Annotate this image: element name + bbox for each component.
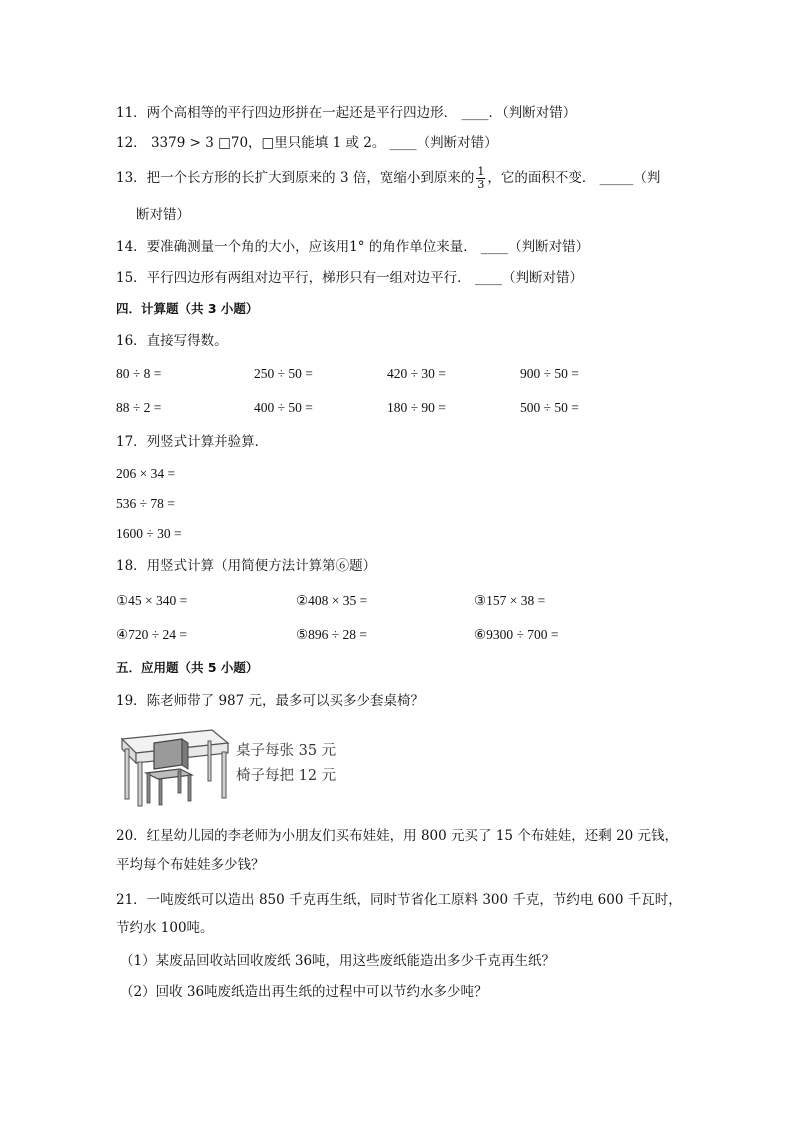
desk-price-label: 桌子每张 35 元 <box>236 743 337 759</box>
q16-item: 180 ÷ 90 = <box>387 400 446 415</box>
q17-item: 206 × 34 = <box>116 466 176 481</box>
question-21-sub-1: （1）某废品回收站回收废纸 36吨，用这些废纸能造出多少千克再生纸？ <box>120 953 556 969</box>
question-13-text-b: ，它的面积不变． _____（判 <box>487 170 661 186</box>
fraction-numerator: 1 <box>477 165 485 178</box>
q16-item: 80 ÷ 8 = <box>116 366 162 381</box>
q18-item: ⑥9300 ÷ 700 = <box>474 627 559 642</box>
q16-item: 250 ÷ 50 = <box>254 366 313 381</box>
q16-item: 420 ÷ 30 = <box>387 366 446 381</box>
q16-item: 400 ÷ 50 = <box>254 400 313 415</box>
q18-item: ①45 × 340 = <box>116 593 188 608</box>
question-20-line-1: 20．红星幼儿园的李老师为小朋友们买布娃娃，用 800 元买了 15 个布娃娃，还剩 20 元钱， <box>116 828 679 844</box>
q18-item: ③157 × 38 = <box>474 593 546 608</box>
question-14: 14．要准确测量一个角的大小，应该用1° 的角作单位来量． ____（判断对错） <box>116 239 590 255</box>
desk-chair-figure <box>116 725 356 807</box>
question-13-continuation: 断对错） <box>136 207 190 223</box>
q16-item: 500 ÷ 50 = <box>520 400 579 415</box>
q16-item: 88 ÷ 2 = <box>116 400 162 415</box>
question-19-title: 19．陈老师带了 987 元，最多可以买多少套桌椅？ <box>116 693 425 709</box>
question-21-line-1: 21．一吨废纸可以造出 850 千克再生纸，同时节省化工原料 300 千克，节约电 600 千瓦时， <box>116 892 682 908</box>
section-4-heading: 四．计算题（共 3 小题） <box>116 301 259 316</box>
question-18-title: 18．用竖式计算（用简便方法计算第⑥题） <box>116 558 377 574</box>
q18-item: ⑤896 ÷ 28 = <box>296 627 368 642</box>
question-13 <box>116 166 660 191</box>
question-11: 11．两个高相等的平行四边形拼在一起还是平行四边形． ____．（判断对错） <box>116 105 577 121</box>
q16-item: 900 ÷ 50 = <box>520 366 579 381</box>
section-5-heading: 五．应用题（共 5 小题） <box>116 660 259 675</box>
q18-item: ②408 × 35 = <box>296 593 368 608</box>
question-20-line-2: 平均每个布娃娃多少钱？ <box>116 857 265 873</box>
q17-item: 536 ÷ 78 = <box>116 496 175 511</box>
question-21-sub-2: （2）回收 36吨废纸造出再生纸的过程中可以节约水多少吨？ <box>120 984 488 1000</box>
fraction-one-third <box>476 166 485 191</box>
question-21-line-2: 节约水 100吨。 <box>116 920 214 936</box>
question-13-text-a: 13．把一个长方形的长扩大到原来的 3 倍，宽缩小到原来的 <box>116 170 475 186</box>
chair-price-label: 椅子每把 12 元 <box>236 768 337 784</box>
fraction-denominator: 3 <box>477 178 485 191</box>
q17-item: 1600 ÷ 30 = <box>116 526 182 541</box>
q18-item: ④720 ÷ 24 = <box>116 627 188 642</box>
question-17-title: 17．列竖式计算并验算． <box>116 434 269 450</box>
question-15: 15．平行四边形有两组对边平行，梯形只有一组对边平行． ____（判断对错） <box>116 270 583 286</box>
question-12: 12． 3379 > 3 □70，□里只能填 1 或 2。 ____（判断对错） <box>116 135 498 151</box>
question-16-title: 16．直接写得数。 <box>116 333 228 349</box>
